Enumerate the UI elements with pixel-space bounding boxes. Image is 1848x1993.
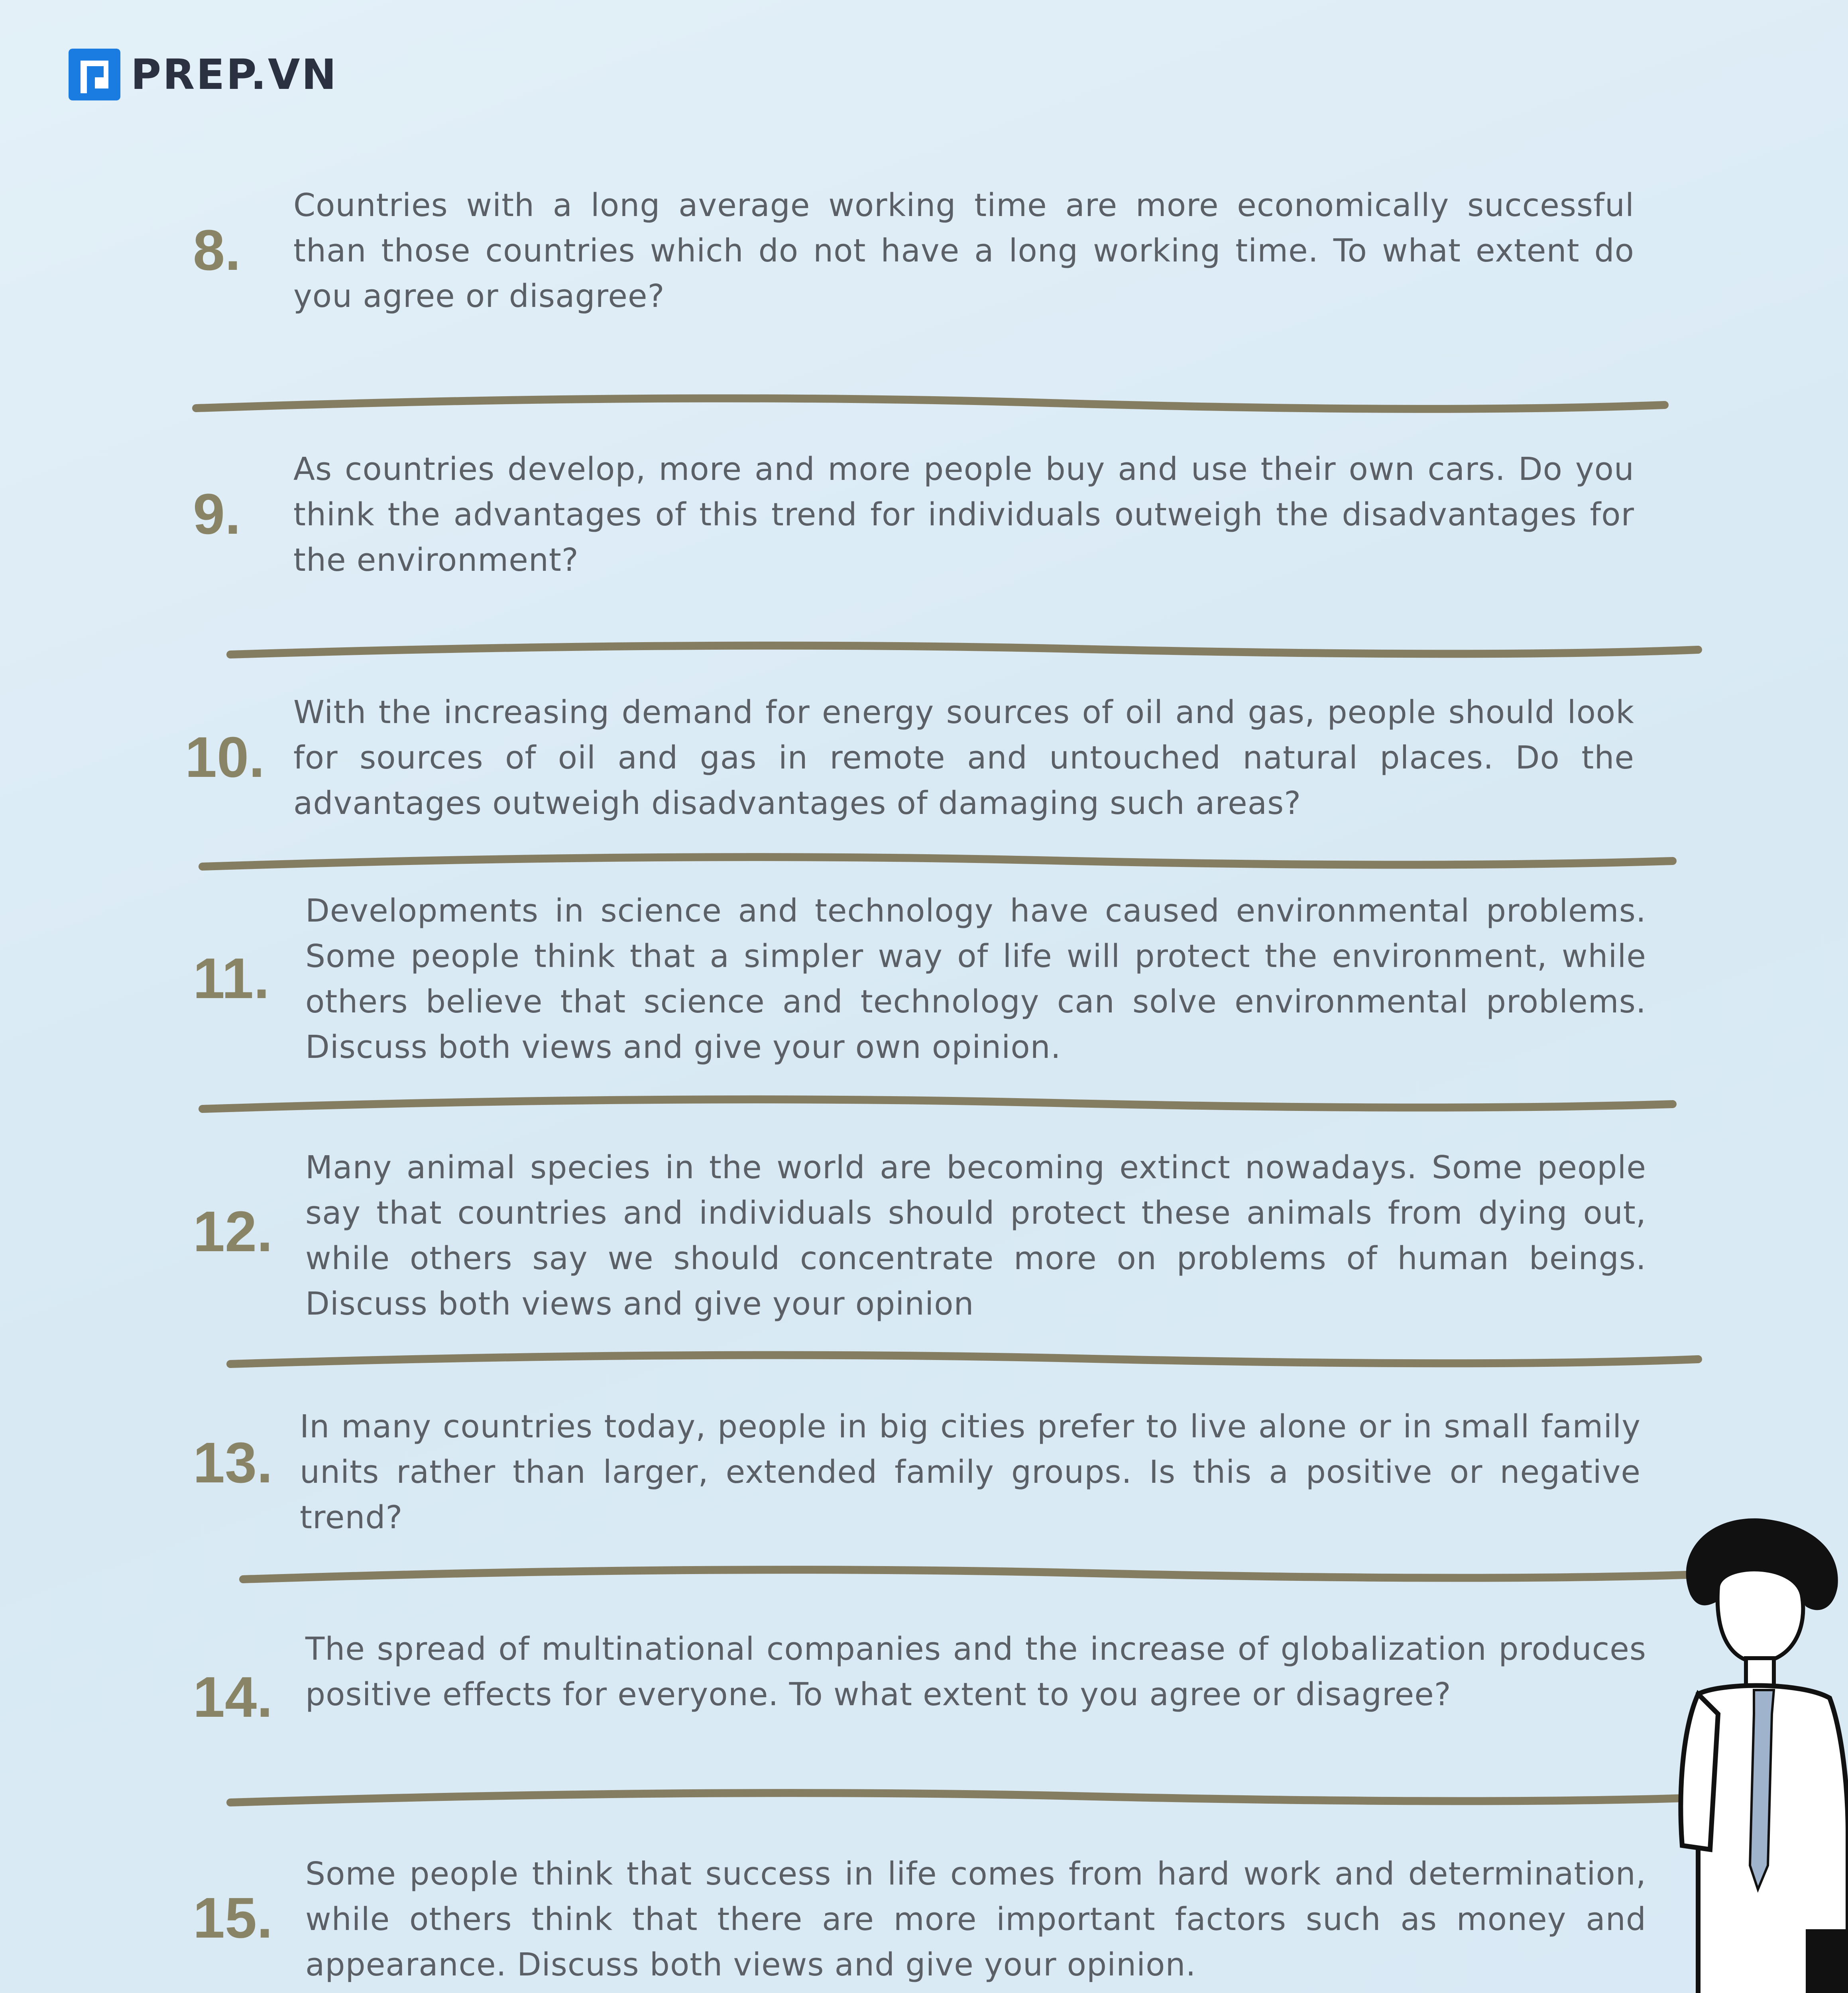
question-text: In many countries today, people in big cities prefer to live alone or in small family units rather than larger, extended family groups. Is this a positive or negative trend?: [300, 1408, 1641, 1536]
question-number: 12.: [193, 1199, 273, 1264]
question-text: As countries develop, more and more people buy and use their own cars. Do you think the advantages of this trend for individuals outweigh the disadvantages for the environment?: [293, 451, 1634, 578]
question-number: 8.: [193, 218, 241, 282]
question-text: The spread of multinational companies and the increase of globalization produces positive effects for everyone. To what extent to you agree or disagree?: [305, 1631, 1646, 1713]
student-with-book-illustration: [1674, 1507, 1848, 1993]
question-number: 15.: [193, 1886, 273, 1950]
question-number: 11.: [193, 946, 270, 1010]
brand-logo: [69, 49, 338, 100]
question-number: 13.: [193, 1431, 273, 1495]
question-text: Countries with a long average working time are more economically successful than those countries which do not have a long working time. To what extent do you agree or disagree?: [293, 187, 1634, 314]
question-number: 14.: [193, 1665, 273, 1729]
question-number: 9.: [193, 482, 241, 546]
question-number: 10.: [185, 725, 265, 789]
question-text: Many animal species in the world are becoming extinct nowadays. Some people say that countries and individuals should protect these animals from dying out, while others say we should concentrate more on problems of human beings. Discuss both views and give your opinion: [305, 1149, 1646, 1322]
question-text: With the increasing demand for energy sources of oil and gas, people should look for sources of oil and gas in remote and untouched natural places. Do the advantages outweigh disadvantages of damaging such areas?: [293, 694, 1634, 822]
prep-logo-icon: [69, 49, 120, 100]
question-text: Developments in science and technology have caused environmental problems. Some people think that a simpler way of life will protect the environment, while others believe that science and technology can solve environmental problems. Discuss both views and give your own opinion.: [305, 892, 1646, 1065]
brand-name: PREP.VN: [131, 50, 338, 99]
question-text: Some people think that success in life comes from hard work and determination, while others think that there are more important factors such as money and appearance. Discuss both views and give your opinion.: [305, 1855, 1646, 1983]
